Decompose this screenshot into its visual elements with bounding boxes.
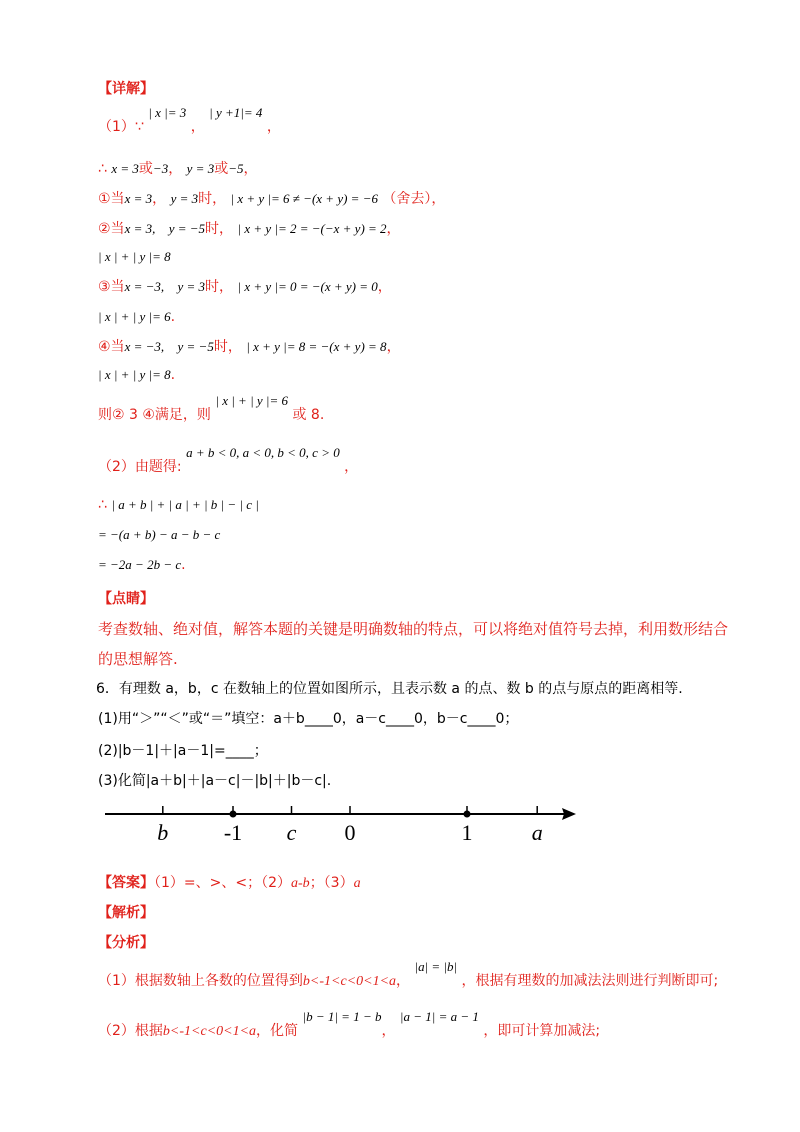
label-b: b xyxy=(157,820,169,845)
case-label: ④当 xyxy=(98,339,125,355)
when-text: 时， xyxy=(205,279,234,295)
case-equation: | x + y |= 6 ≠ −(x + y) = −6 xyxy=(230,191,378,206)
eq-x: x = 3, xyxy=(124,221,156,236)
case-equation: | x + y |= 0 = −(x + y) = 0 xyxy=(237,279,378,294)
axis-arrow-icon xyxy=(562,808,576,820)
problem-6-question-1: (1)用“＞”“＜”或“＝”填空：a＋b____0，a－c____0，b－c____0； xyxy=(98,711,519,727)
abs-equality: |a| = |b| xyxy=(414,959,458,974)
conclusion-equation: | x | + | y |= 6 xyxy=(215,393,289,408)
problem-6-question-3: (3)化简|a＋b|＋|a－c|－|b|＋|b－c|. xyxy=(98,773,332,789)
case-4-result xyxy=(98,366,175,384)
case-result: | x | + | y |= 8 xyxy=(98,249,171,264)
order-inequality: b<-1<c<0<1<a xyxy=(162,1024,257,1039)
part2-result: = −2a − 2b − c xyxy=(98,557,182,572)
eq-y: y = −5 xyxy=(177,339,214,354)
comma: ， xyxy=(190,119,205,135)
analysis-text: ，根据有理数的加减法法则进行判断即可; xyxy=(461,973,719,989)
when-text: 时， xyxy=(198,191,227,207)
part1-solutions xyxy=(98,160,257,178)
abs-simplification-b: |b − 1| = 1 − b xyxy=(302,1009,382,1024)
case-2 xyxy=(98,220,401,238)
period: . xyxy=(170,309,176,325)
problem-6-question-2: (2)|b－1|＋|a－1|=____； xyxy=(98,743,268,759)
comma: ， xyxy=(152,191,167,207)
part2-step: = −(a + b) − a − b − c xyxy=(98,527,221,542)
discard-note: （舍去） xyxy=(382,191,432,207)
point--1 xyxy=(230,811,237,818)
period: . xyxy=(181,557,186,573)
case-result: | x | + | y |= 6 xyxy=(98,309,171,324)
answer-part2: a-b xyxy=(291,876,310,891)
answer-part3: a xyxy=(353,876,361,891)
analysis-text: ，即可计算加减法; xyxy=(483,1023,601,1039)
eq-x: x = −3, xyxy=(124,279,165,294)
section-header-analysis: 【分析】 xyxy=(98,935,154,951)
part1-given xyxy=(98,105,281,136)
label--1: -1 xyxy=(223,820,243,845)
comma: ， xyxy=(386,339,401,355)
analysis-line-2 xyxy=(98,1009,601,1041)
case-result: | x | + | y |= 8 xyxy=(98,367,171,382)
when-text: 时， xyxy=(213,339,242,355)
eq-y: y = 3 xyxy=(170,191,199,206)
comma: ， xyxy=(431,191,446,207)
part1-label: （1）∵ xyxy=(98,119,144,135)
case-4 xyxy=(98,338,401,356)
section-header-detail: 【详解】 xyxy=(98,81,154,97)
case-label: ①当 xyxy=(98,191,125,207)
section-header-solution: 【解析】 xyxy=(98,905,154,921)
or-text: 或 xyxy=(138,161,153,177)
point-1 xyxy=(464,811,471,818)
part2-conditions: a + b < 0, a < 0, b < 0, c > 0 xyxy=(186,445,340,460)
eq-y2: −5 xyxy=(228,161,244,176)
comma: ， xyxy=(168,161,183,177)
case-2-result xyxy=(98,248,171,266)
eq-y: y = 3 xyxy=(177,279,206,294)
eq-y: y = 3 xyxy=(186,161,215,176)
comma: ， xyxy=(386,221,401,237)
period: . xyxy=(170,367,176,383)
therefore-symbol: ∴ xyxy=(98,497,107,513)
therefore-symbol: ∴ xyxy=(98,161,107,177)
case-1 xyxy=(98,190,445,208)
key-point-line2: 的思想解答. xyxy=(98,650,178,668)
part2-label: （2）由题得: xyxy=(98,459,182,475)
abs-simplification-a: |a − 1| = a − 1 xyxy=(399,1009,479,1024)
section-header-key-point: 【点睛】 xyxy=(98,591,154,607)
part1-conclusion xyxy=(98,393,325,424)
part2-given xyxy=(98,445,359,476)
case-label: ③当 xyxy=(98,279,125,295)
comma: ， xyxy=(344,459,359,475)
key-point-line1: 考查数轴、绝对值，解答本题的关键是明确数轴的特点，可以将绝对值符号去掉，利用数形结合 xyxy=(98,620,729,638)
conclusion-text: 则② 3 ④满足，则 xyxy=(98,407,211,423)
eq-x: x = 3 xyxy=(124,191,153,206)
comma: ， xyxy=(396,973,411,989)
analysis-text: ，化简 xyxy=(256,1023,299,1039)
problem-6-stem: 6．有理数 a，b，c 在数轴上的位置如图所示，且表示数 a 的点、数 b 的点与原点的距离相等. xyxy=(96,681,683,697)
comma: ， xyxy=(266,119,281,135)
eq-x: x = 3 xyxy=(111,161,139,176)
eq-y: y = −5 xyxy=(168,221,206,236)
case-3-result xyxy=(98,308,175,326)
part2-expression: | a + b | + | a | + | b | − | c | xyxy=(111,497,259,512)
case-equation: | x + y |= 8 = −(x + y) = 8 xyxy=(246,339,387,354)
answer-text: （1）=、>、<；（2） xyxy=(154,875,292,891)
case-3 xyxy=(98,278,392,296)
label-0: 0 xyxy=(344,820,356,845)
part2-line2 xyxy=(98,526,220,544)
label-1: 1 xyxy=(461,820,473,845)
number-line-figure xyxy=(100,800,580,860)
comma: ， xyxy=(377,279,392,295)
label-c: c xyxy=(286,820,297,845)
analysis-text: （1）根据数轴上各数的位置得到 xyxy=(98,973,303,989)
case-equation: | x + y |= 2 = −(−x + y) = 2 xyxy=(237,221,387,236)
analysis-text: （2）根据 xyxy=(98,1023,163,1039)
eq-abs-x: | x |= 3 xyxy=(148,105,187,120)
section-header-answer: 【答案】 xyxy=(98,875,154,891)
or-text: 或 xyxy=(214,161,229,177)
eq-abs-y1: | y +1|= 4 xyxy=(209,105,263,120)
case-label: ②当 xyxy=(98,221,125,237)
answer-line xyxy=(98,874,361,893)
when-text: 时， xyxy=(205,221,234,237)
eq-x2: −3 xyxy=(152,161,169,176)
eq-x: x = −3, xyxy=(124,339,165,354)
conclusion-end: 或 8. xyxy=(292,407,325,423)
comma: ， xyxy=(243,161,258,177)
analysis-line-1 xyxy=(98,959,719,991)
part2-line1 xyxy=(98,496,259,514)
order-inequality: b<-1<c<0<1<a xyxy=(302,974,397,989)
part2-line3 xyxy=(98,556,186,574)
comma: ， xyxy=(381,1023,396,1039)
label-a: a xyxy=(531,820,543,845)
answer-text: ；（3） xyxy=(309,875,354,891)
